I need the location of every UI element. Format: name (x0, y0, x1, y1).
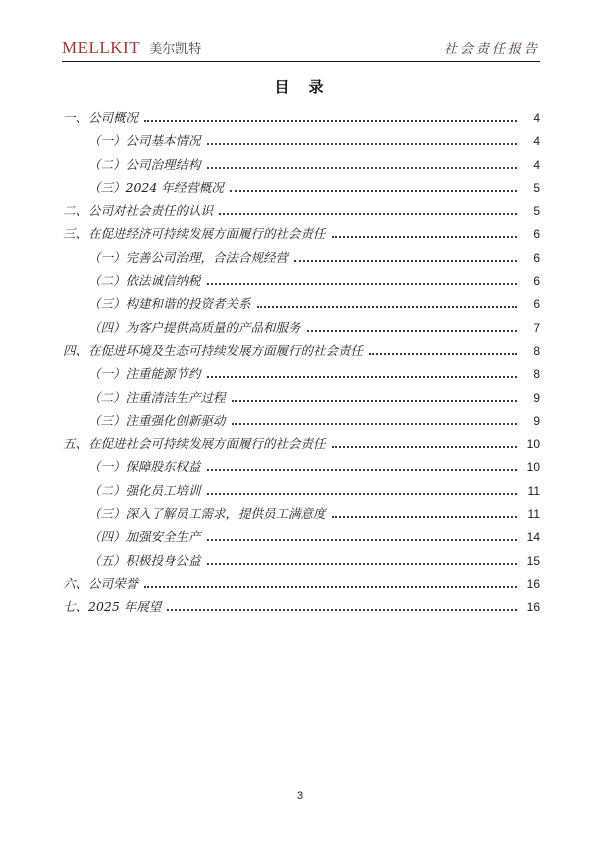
dot-leader (207, 539, 517, 541)
toc-entry-label: 四、在促进环境及生态可持续发展方面履行的社会责任 (63, 342, 364, 358)
dot-leader (332, 516, 517, 518)
dot-leader (207, 469, 517, 471)
toc-entry-label: （二）强化员工培训 (88, 482, 201, 498)
dot-leader (207, 167, 517, 169)
toc-entry-label: （三）构建和谐的投资者关系 (88, 296, 251, 312)
dot-leader (219, 213, 517, 215)
brand-logo-text: MELLKIT (62, 38, 141, 57)
dot-leader (207, 563, 517, 565)
toc-entry-page: 5 (533, 180, 540, 195)
toc-entry-label: （三）深入了解员工需求，提供员工满意度 (88, 506, 326, 522)
header-rule (62, 61, 540, 62)
dot-leader (167, 609, 517, 611)
dot-leader (332, 446, 517, 448)
header-row (62, 38, 540, 58)
toc-entry (63, 246, 540, 269)
toc-entry-label: （五）积极投身公益 (88, 552, 201, 568)
toc-entry (63, 339, 540, 362)
toc-entry-page: 7 (533, 320, 540, 335)
toc-entry (63, 316, 540, 339)
toc-entry-page: 6 (533, 274, 540, 289)
toc-entry-page: 6 (533, 227, 540, 242)
toc-entry-label: （二）依法诚信纳税 (88, 273, 201, 289)
toc-entry-label: 七、2025 年展望 (63, 599, 162, 615)
toc-entry-page: 5 (533, 204, 540, 219)
toc-entry-label: 一、公司概况 (63, 110, 139, 125)
toc-entry-label: （一）注重能源节约 (88, 366, 201, 382)
toc-entry-page: 16 (526, 600, 540, 615)
dot-leader (207, 493, 517, 495)
toc-entry (63, 549, 540, 572)
toc-entry-page: 11 (527, 507, 540, 522)
toc-entry-page: 10 (526, 460, 540, 475)
toc-entry-label: 六、公司荣誉 (63, 575, 139, 591)
toc-entry-page: 10 (526, 437, 540, 452)
toc-entry (63, 199, 540, 222)
toc-entry-label: （四）为客户提供高质量的产品和服务 (88, 319, 301, 335)
toc-entry-page: 9 (533, 413, 540, 428)
toc-entry-label: （三）2024 年经营概况 (88, 179, 224, 195)
toc-entry (63, 362, 540, 385)
toc-entry-label: （一）公司基本情况 (88, 133, 201, 149)
page-header (62, 38, 540, 62)
toc-entry (63, 479, 540, 502)
toc-entry (63, 222, 540, 245)
dot-leader (207, 143, 517, 145)
toc-entry-label: （一）保障股东权益 (88, 459, 201, 475)
toc-entry-label: （一）完善公司治理，合法合规经营 (88, 249, 289, 265)
page-footer (0, 790, 600, 802)
toc-entry-label: 三、在促进经济可持续发展方面履行的社会责任 (63, 226, 326, 242)
toc-list (63, 106, 540, 619)
toc-entry-label: （四）加强安全生产 (88, 529, 201, 545)
toc-entry (63, 502, 540, 525)
toc-entry-page: 11 (527, 483, 540, 498)
toc-entry (63, 432, 540, 455)
toc-entry (63, 153, 540, 176)
dot-leader (332, 236, 517, 238)
toc-entry (63, 386, 540, 409)
toc-entry-page: 9 (533, 390, 540, 405)
dot-leader (257, 306, 517, 308)
toc-entry-page: 4 (533, 157, 540, 172)
dot-leader (232, 423, 517, 425)
toc-entry-label: （二）公司治理结构 (88, 156, 201, 172)
toc-entry (63, 269, 540, 292)
dot-leader (294, 260, 517, 262)
toc-entry (63, 409, 540, 432)
toc-entry-page: 8 (533, 367, 540, 382)
toc-entry-label: （二）注重清洁生产过程 (88, 389, 226, 405)
dot-leader (232, 400, 517, 402)
toc-entry-page: 6 (533, 297, 540, 312)
dot-leader (230, 190, 517, 192)
toc-entry (63, 292, 540, 315)
toc-entry (63, 129, 540, 152)
toc-entry-page: 4 (533, 134, 540, 149)
dot-leader (144, 120, 517, 122)
dot-leader (369, 353, 517, 355)
dot-leader (144, 586, 517, 588)
toc-entry (63, 595, 540, 618)
toc-entry (63, 455, 540, 478)
toc-entry-page: 15 (526, 553, 540, 568)
brand (62, 38, 201, 58)
page-number: 3 (296, 790, 304, 802)
toc-entry-label: 五、在促进社会可持续发展方面履行的社会责任 (63, 436, 326, 452)
toc-entry (63, 176, 540, 199)
brand-name-cjk: 美尔凯特 (149, 42, 202, 57)
toc-entry-label: 二、公司对社会责任的认识 (63, 203, 214, 219)
toc-entry-page: 16 (526, 576, 540, 591)
dot-leader (207, 283, 517, 285)
toc-entry-page: 8 (533, 343, 540, 358)
header-doc-title: 社会责任报告 (443, 42, 540, 57)
dot-leader (207, 376, 517, 378)
toc-entry-page: 14 (526, 530, 540, 545)
toc-entry (63, 106, 540, 129)
toc-title: 目 录 (274, 78, 326, 96)
toc-entry-page: 4 (533, 111, 540, 125)
toc-entry-label: （三）注重强化创新驱动 (88, 412, 226, 428)
toc-entry-page: 6 (533, 250, 540, 265)
toc-entry (63, 572, 540, 595)
toc-entry (63, 525, 540, 548)
dot-leader (307, 330, 517, 332)
